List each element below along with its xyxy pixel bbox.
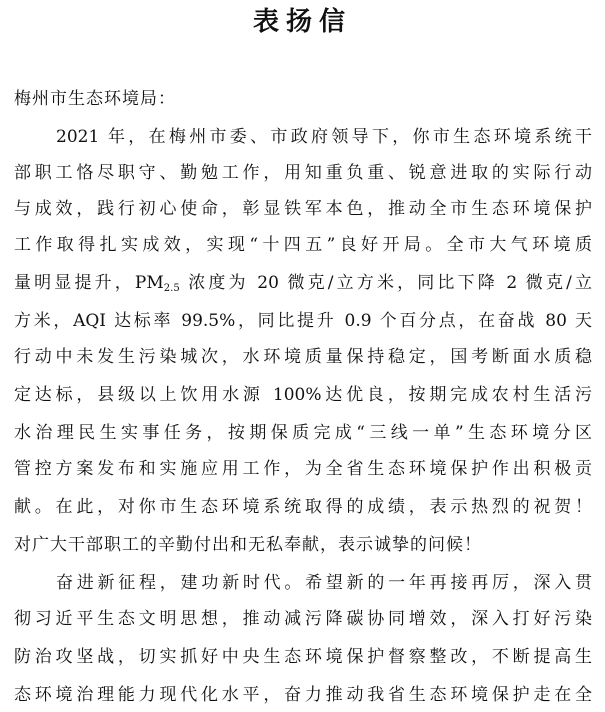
paragraph-1-line-12: 对广大干部职工的辛勤付出和无私奉献，表示诚挚的问候！ (14, 535, 482, 555)
paragraph-2-line-3: 防治攻坚战，切实抓好中央生态环境保护督察整改，不断提高生 (14, 647, 592, 667)
paragraph-2-line-2: 彻习近平生态文明思想，推动减污降碳协同增效，深入打好污染 (14, 609, 592, 629)
salutation: 梅州市生态环境局： (14, 89, 176, 109)
paragraph-1-line-11: 献。在此，对你市生态环境系统取得的成绩，表示热烈的祝贺！ (14, 497, 592, 517)
paragraph-1-line-9: 水治理民生实事任务，按期保质完成“三线一单”生态环境分区 (14, 423, 592, 443)
paragraph-2-line-4: 态环境治理能力现代化水平，奋力推动我省生态环境保护走在全 (14, 685, 592, 705)
paragraph-1-line-1: 2021 年，在梅州市委、市政府领导下，你市生态环境系统干 (56, 127, 592, 147)
paragraph-1-line-7: 行动中未发生污染城次，水环境质量保持稳定，国考断面水质稳 (14, 347, 592, 367)
paragraph-1-line-10: 管控方案发布和实施应用工作，为全省生态环境保护作出积极贡 (14, 459, 592, 479)
paragraph-1-line-8: 定达标，县级以上饮用水源 100%达优良，按期完成农村生活污 (14, 385, 592, 405)
page-title: 表扬信 (252, 7, 352, 37)
paragraph-2-line-1: 奋进新征程，建功新时代。希望新的一年再接再厉，深入贯 (56, 573, 592, 593)
paragraph-1-line-4: 工作取得扎实成效，实现“十四五”良好开局。全市大气环境质 (14, 235, 592, 255)
pm-line-before: 量明显提升，PM (14, 273, 164, 293)
pm-subscript: 2.5 (163, 283, 180, 294)
paragraph-1-line-3: 与成效，践行初心使命，彰显铁军本色，推动全市生态环境保护 (14, 199, 592, 219)
paragraph-1-line-6: 方米，AQI 达标率 99.5%，同比提升 0.9 个百分点，在奋战 80 天 (14, 311, 592, 331)
paragraph-1-line-5 (14, 270, 592, 296)
paragraph-1-line-2: 部职工恪尽职守、勤勉工作，用知重负重、锐意进取的实际行动 (14, 163, 592, 183)
pm-line-after: 浓度为 20 微克/立方米，同比下降 2 微克/立 (179, 273, 592, 293)
